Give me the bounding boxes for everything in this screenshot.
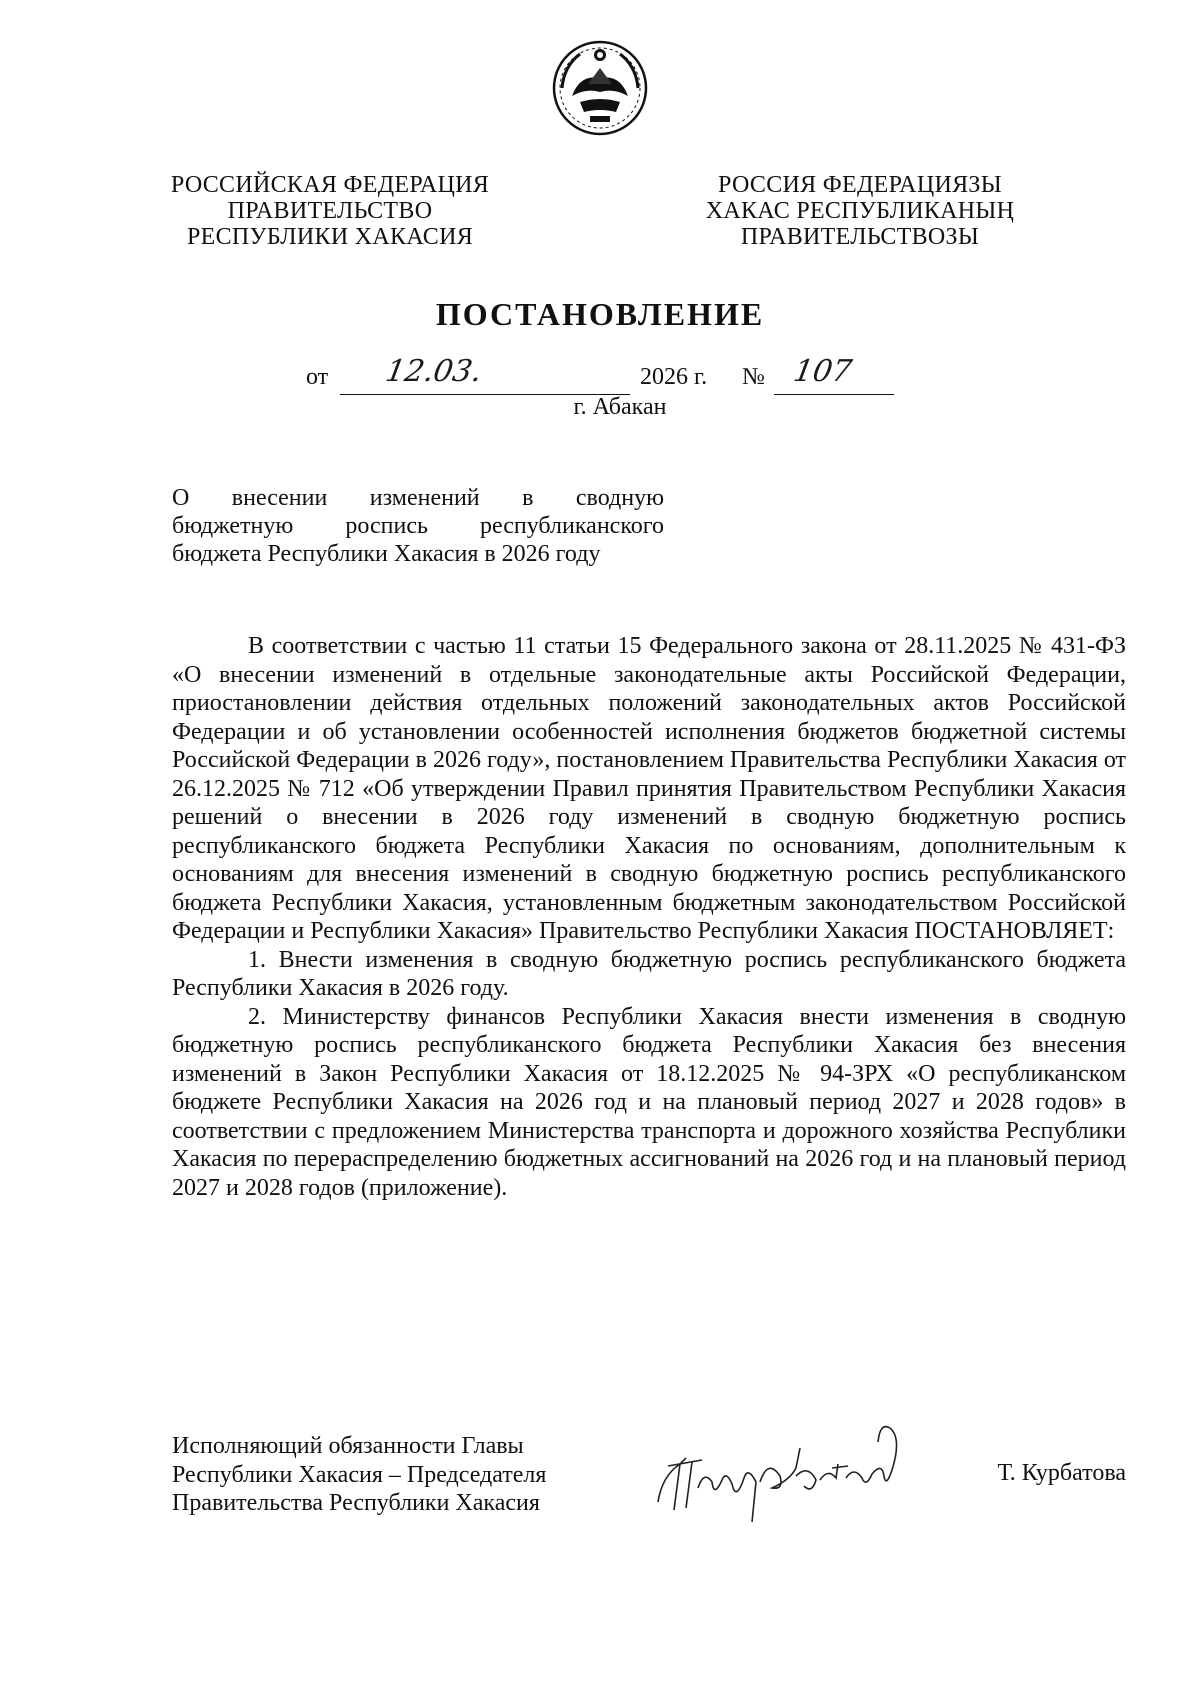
- document-body: [172, 632, 1126, 1202]
- date-line: [0, 354, 1200, 394]
- header-left-line: ПРАВИТЕЛЬСТВО: [227, 198, 433, 224]
- body-paragraph: 1. Внести изменения в сводную бюджетную роспись республиканского бюджета Республики Хакасия в 2026 году.: [172, 946, 1126, 1001]
- body-paragraph: В соответствии с частью 11 статьи 15 Федерального закона от 28.11.2025 № 431-ФЗ «О внесении изменений в отдельные законодательные акты Российской Федерации, приостановлении действия отдельных положений законодательных актов Российской Федерации и об установлении особенностей исполнения бюджетов бюджетной системы Российской Федерации в 2026 году», постановлением Правительства Республики Хакасия от 26.12.2025 № 712 «Об утверждении Правил принятия Правительством Республики Хакасия решений о внесении в 2026 году изменений в сводную бюджетную роспись республиканского бюджета Республики Хакасия по основаниям, дополнительным к основаниям для внесения изменений в сводную бюджетную роспись республиканского бюджета Республики Хакасия, установленным бюджетным законодательством Российской Федерации и Республики Хакасия» Правительство Республики Хакасия ПОСТАНОВЛЯЕТ:: [172, 633, 1126, 944]
- body-paragraph: 2. Министерству финансов Республики Хакасия внести изменения в сводную бюджетную роспись республиканского бюджета Республики Хакасия без внесения изменений в Закон Республики Хакасия от 18.12.2025 № 94-ЗРХ «О республиканском бюджете Республики Хакасия на 2026 год и на плановый период 2027 и 2028 годов» в соответствии с предложением Министерства транспорта и дорожного хозяйства Республики Хакасия по перераспределению бюджетных ассигнований на 2026 год и на плановый период 2027 и 2028 годов (приложение).: [172, 1003, 1126, 1201]
- khakassia-coat-of-arms-icon: [550, 38, 650, 138]
- signatory-position-line: Республики Хакасия – Председателя: [172, 1461, 547, 1488]
- year-label: 2026 г.: [640, 364, 708, 390]
- header-right-line: ПРАВИТЕЛЬСТВОЗЫ: [740, 224, 980, 250]
- document-title: ПОСТАНОВЛЕНИЕ: [435, 296, 765, 332]
- signatory-name: Т. Курбатова: [997, 1460, 1126, 1486]
- date-handwritten: 12.03.: [382, 354, 485, 389]
- city-label: г. Абакан: [573, 394, 667, 420]
- from-label: от: [306, 364, 329, 390]
- subject-line: бюджетную роспись республиканского: [172, 513, 664, 539]
- header-right-line: РОССИЯ ФЕДЕРАЦИЯЗЫ: [718, 172, 1002, 198]
- document-subject: [172, 484, 664, 568]
- header-left: [160, 172, 500, 250]
- subject-line: бюджета Республики Хакасия в 2026 году: [172, 541, 601, 567]
- header-right-line: ХАКАС РЕСПУБЛИКАНЫҢ: [705, 198, 1015, 224]
- number-label: №: [742, 364, 765, 390]
- signatory-position-line: Исполняющий обязанности Главы: [172, 1433, 524, 1459]
- handwritten-signature: [640, 1418, 920, 1528]
- subject-line: О внесении изменений в сводную: [172, 485, 664, 511]
- header-right: [690, 172, 1030, 250]
- header-left-line: РОССИЙСКАЯ ФЕДЕРАЦИЯ: [170, 172, 490, 198]
- signatory-position: [172, 1432, 546, 1518]
- signatory-position-line: Правительства Республики Хакасия: [172, 1490, 540, 1516]
- number-handwritten: 107: [790, 354, 855, 389]
- header-left-line: РЕСПУБЛИКИ ХАКАСИЯ: [186, 224, 474, 250]
